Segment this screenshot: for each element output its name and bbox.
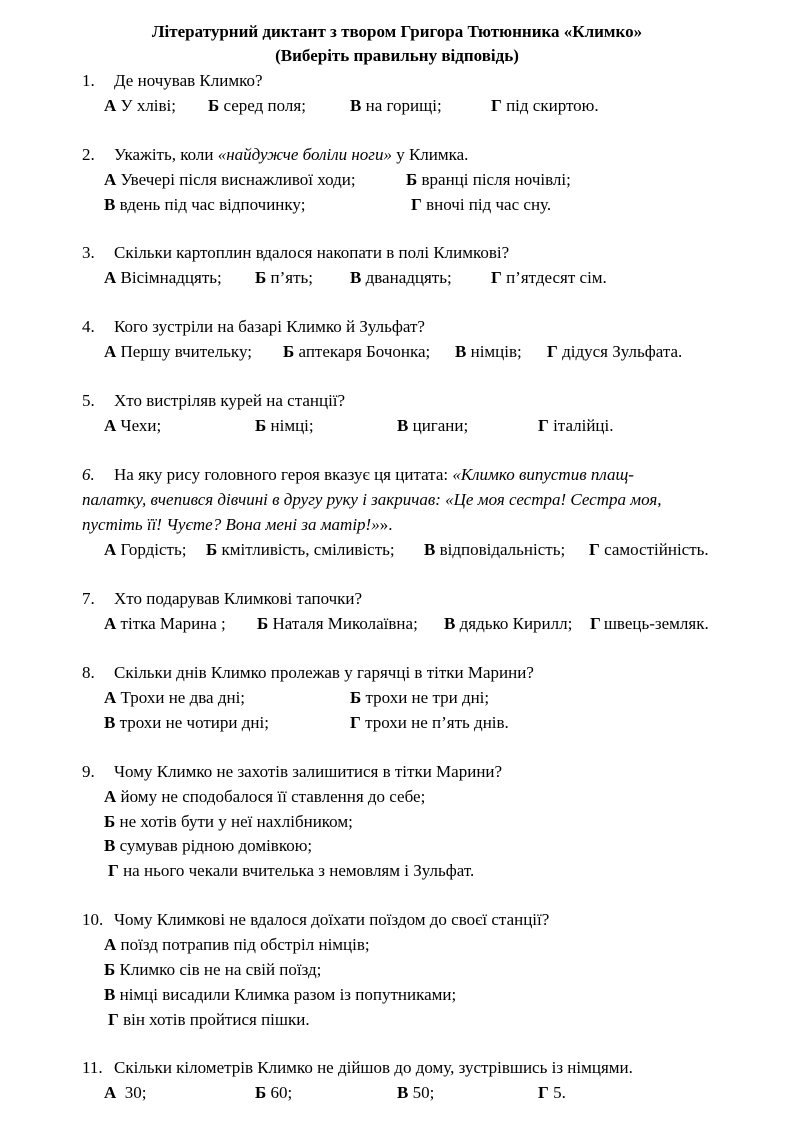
question-text: Скільки днів Климко пролежав у гарячці в тітки Марини? bbox=[114, 663, 534, 682]
question-text-cont: палатку, вчепився дівчині в другу руку і закричав: «Це моя сестра! Сестра моя, bbox=[82, 490, 662, 509]
option-a: А У хліві; bbox=[104, 96, 176, 115]
question-text: Де ночував Климко? bbox=[114, 71, 263, 90]
option-d: Г італійці. bbox=[538, 416, 614, 435]
option-c: В дядько Кирилл; bbox=[444, 614, 573, 633]
question-number: 3. bbox=[82, 243, 95, 262]
option-c: В трохи не чотири дні; bbox=[104, 713, 269, 732]
question-number: 9. bbox=[82, 762, 95, 781]
question-text-cont: пустіть її! Чуєте? Вона мені за матір!»». bbox=[82, 515, 393, 534]
question-number: 8. bbox=[82, 663, 95, 682]
option-c: В німців; bbox=[455, 342, 522, 361]
question-number: 6. bbox=[82, 465, 95, 484]
question-number: 11. bbox=[82, 1058, 103, 1077]
question-text: Чому Климко не захотів залишитися в тітки Марини? bbox=[114, 762, 503, 781]
question-text: Кого зустріли на базарі Климко й Зульфат? bbox=[114, 317, 425, 336]
option-b: Б вранці після ночівлі; bbox=[406, 170, 571, 189]
option-b: Б п’ять; bbox=[255, 268, 313, 287]
option-b: Б аптекаря Бочонка; bbox=[283, 342, 431, 361]
question-text: Скільки картоплин вдалося накопати в полі Климкові? bbox=[114, 243, 510, 262]
option-a: А тітка Марина ; bbox=[104, 614, 226, 633]
option-c: В на горищі; bbox=[350, 96, 442, 115]
option-b: Б кмітливість, сміливість; bbox=[206, 540, 395, 559]
option-d: Г швець-земляк. bbox=[590, 614, 709, 633]
question-number: 7. bbox=[82, 589, 95, 608]
option-b: Б серед поля; bbox=[208, 96, 306, 115]
option-c: В дванадцять; bbox=[350, 268, 452, 287]
option-a: А Чехи; bbox=[104, 416, 162, 435]
option-c: В вдень під час відпочинку; bbox=[104, 195, 306, 214]
option-b: Б 60; bbox=[255, 1083, 293, 1102]
option-a: А Трохи не два дні; bbox=[104, 688, 246, 707]
option-d: Г під скиртою. bbox=[491, 96, 599, 115]
option-a: А поїзд потрапив під обстріл німців; bbox=[104, 935, 370, 954]
page-title-line2: (Виберіть правильну відповідь) bbox=[275, 46, 519, 65]
option-d: Г на нього чекали вчителька з немовлям і Зульфат. bbox=[108, 861, 475, 880]
option-d: Г п’ятдесят сім. bbox=[491, 268, 607, 287]
option-b: Б Климко сів не на свій поїзд; bbox=[104, 960, 322, 979]
option-a: А Увечері після виснажливої ходи; bbox=[104, 170, 356, 189]
question-text: На яку рису головного героя вказує ця цитата: «Климко випустив плащ- bbox=[114, 465, 634, 484]
question-number: 1. bbox=[82, 71, 95, 90]
option-c: В німці висадили Климка разом із попутниками; bbox=[104, 985, 457, 1004]
question-number: 4. bbox=[82, 317, 95, 336]
option-b: Б трохи не три дні; bbox=[350, 688, 490, 707]
option-d: Г дідуся Зульфата. bbox=[547, 342, 683, 361]
option-d: Г 5. bbox=[538, 1083, 566, 1102]
option-c: В відповідальність; bbox=[424, 540, 566, 559]
option-b: Б не хотів бути у неї нахлібником; bbox=[104, 812, 353, 831]
question-text: Хто вистріляв курей на станції? bbox=[114, 391, 346, 410]
option-a: А 30; bbox=[104, 1083, 147, 1102]
option-d: Г він хотів пройтися пішки. bbox=[108, 1010, 310, 1029]
question-text: Скільки кілометрів Климко не дійшов до дому, зустрівшись із німцями. bbox=[114, 1058, 633, 1077]
option-b: Б Наталя Миколаївна; bbox=[257, 614, 418, 633]
question-number: 10. bbox=[82, 910, 104, 929]
option-c: В цигани; bbox=[397, 416, 469, 435]
option-a: А Першу вчительку; bbox=[104, 342, 252, 361]
option-b: Б німці; bbox=[255, 416, 314, 435]
question-text: Укажіть, коли «найдужче боліли ноги» у Климка. bbox=[114, 145, 469, 164]
option-d: Г вночі під час сну. bbox=[411, 195, 552, 214]
option-c: В сумував рідною домівкою; bbox=[104, 836, 313, 855]
question-text: Хто подарував Климкові тапочки? bbox=[114, 589, 363, 608]
option-c: В 50; bbox=[397, 1083, 435, 1102]
option-a: А Гордість; bbox=[104, 540, 187, 559]
question-number: 2. bbox=[82, 145, 95, 164]
option-a: А йому не сподобалося її ставлення до себе; bbox=[104, 787, 426, 806]
option-d: Г трохи не п’ять днів. bbox=[350, 713, 509, 732]
page-title-line1: Літературний диктант з твором Григора Тютюнника «Климко» bbox=[151, 22, 643, 41]
question-text: Чому Климкові не вдалося доїхати поїздом до своєї станції? bbox=[114, 910, 550, 929]
question-number: 5. bbox=[82, 391, 95, 410]
option-a: А Вісімнадцять; bbox=[104, 268, 222, 287]
option-d: Г самостійність. bbox=[589, 540, 709, 559]
